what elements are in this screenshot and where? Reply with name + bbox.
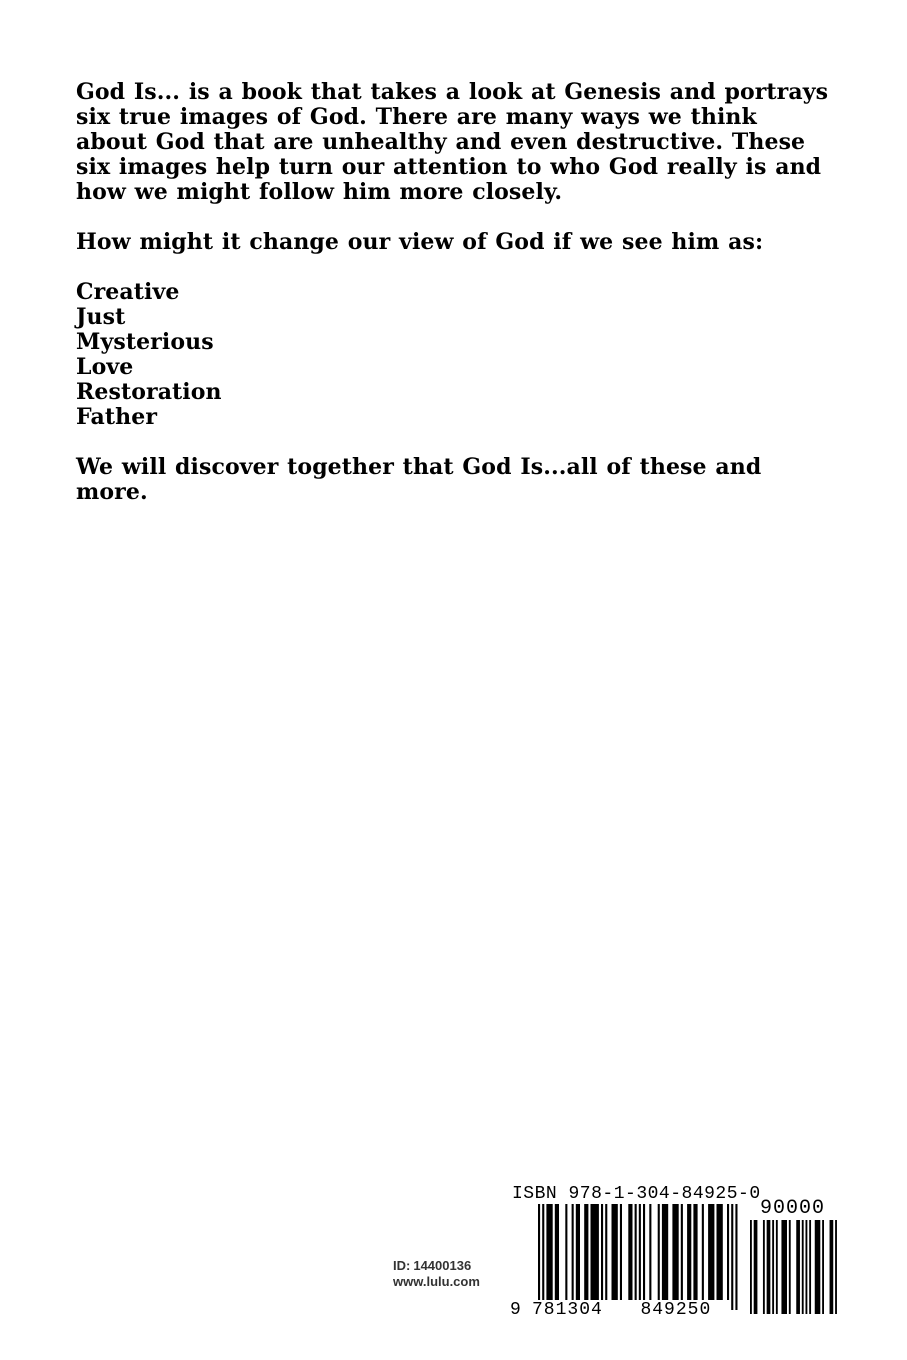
barcode-bar <box>717 1204 723 1300</box>
barcode-bar <box>572 1204 574 1300</box>
barcode-guard-bar <box>735 1204 737 1310</box>
list-item: Mysterious <box>76 329 214 355</box>
barcode-bar <box>620 1204 622 1300</box>
barcode-bar <box>628 1204 632 1300</box>
barcode-bar <box>662 1204 668 1300</box>
addon-bar <box>750 1220 752 1314</box>
barcode-bar <box>672 1204 678 1300</box>
publisher-id-label: ID: <box>393 1258 411 1273</box>
barcode-bar <box>555 1204 559 1300</box>
barcode-bar <box>591 1204 599 1300</box>
price-code: 90000 <box>760 1197 826 1220</box>
addon-bar <box>772 1220 774 1314</box>
isbn-label: ISBN 978-1-304-84925-0 <box>512 1184 761 1204</box>
barcode-guard-bar <box>635 1204 637 1310</box>
barcode-guard-bar <box>731 1204 733 1310</box>
addon-bar <box>776 1220 778 1314</box>
ean-digits <box>510 1300 713 1320</box>
publisher-website: www.lulu.com <box>393 1274 480 1289</box>
addon-bar <box>789 1220 791 1314</box>
addon-bar <box>796 1220 800 1314</box>
addon-bar <box>781 1220 787 1314</box>
barcode-guard-bar <box>639 1204 641 1310</box>
addon-bar <box>809 1220 811 1314</box>
barcode-bar <box>565 1204 567 1300</box>
list-item: Just <box>76 304 126 330</box>
back-cover-text <box>76 80 836 530</box>
addon-bar <box>835 1220 837 1314</box>
list-item: Creative <box>76 279 180 305</box>
ean-right-group: 849250 <box>640 1300 712 1320</box>
barcode-bar <box>584 1204 588 1300</box>
intro-paragraph: God Is... is a book that takes a look at Genesis and portrays six true images of God. There are many ways we think about God that are unhealthy and even destructive. These six images help turn our attention to who God really is and how we might follow him more closely. <box>76 79 829 205</box>
barcode-bar <box>605 1204 607 1300</box>
barcode-bar <box>727 1204 729 1300</box>
addon-bar <box>754 1220 758 1314</box>
barcode-bar <box>546 1204 552 1300</box>
barcode-bar <box>687 1204 691 1300</box>
addon-bar <box>763 1220 765 1314</box>
ean-first-digit: 9 <box>510 1300 522 1320</box>
barcode-bar <box>576 1204 580 1300</box>
addon-bar <box>767 1220 771 1314</box>
addon-bar <box>802 1220 804 1314</box>
publisher-id <box>393 1258 480 1274</box>
list-item: Father <box>76 404 158 430</box>
images-list <box>76 280 836 430</box>
barcode-bar <box>693 1204 697 1300</box>
barcode-bar <box>702 1204 704 1300</box>
list-item: Restoration <box>76 379 222 405</box>
isbn-barcode <box>512 1184 842 1324</box>
addon-bar <box>815 1220 821 1314</box>
barcode-bar <box>649 1204 651 1300</box>
ean-left-group: 781304 <box>532 1300 603 1320</box>
addon-bar <box>830 1220 834 1314</box>
addon-bar <box>822 1220 824 1314</box>
closing-paragraph: We will discover together that God Is...all of these and more. <box>76 454 762 505</box>
barcode-bar <box>601 1204 603 1300</box>
barcode-guard-bar <box>538 1204 540 1310</box>
barcode-bar <box>658 1204 660 1300</box>
list-item: Love <box>76 354 134 380</box>
publisher-info <box>393 1258 480 1290</box>
addon-bar <box>806 1220 808 1314</box>
barcode-guard-bar <box>542 1204 544 1310</box>
publisher-id-value: 14400136 <box>413 1258 472 1273</box>
question-paragraph: How might it change our view of God if we see him as: <box>76 229 764 255</box>
barcode-bar <box>681 1204 683 1300</box>
barcode-bar <box>708 1204 714 1300</box>
barcode-bar <box>612 1204 618 1300</box>
barcode-bar <box>643 1204 645 1300</box>
